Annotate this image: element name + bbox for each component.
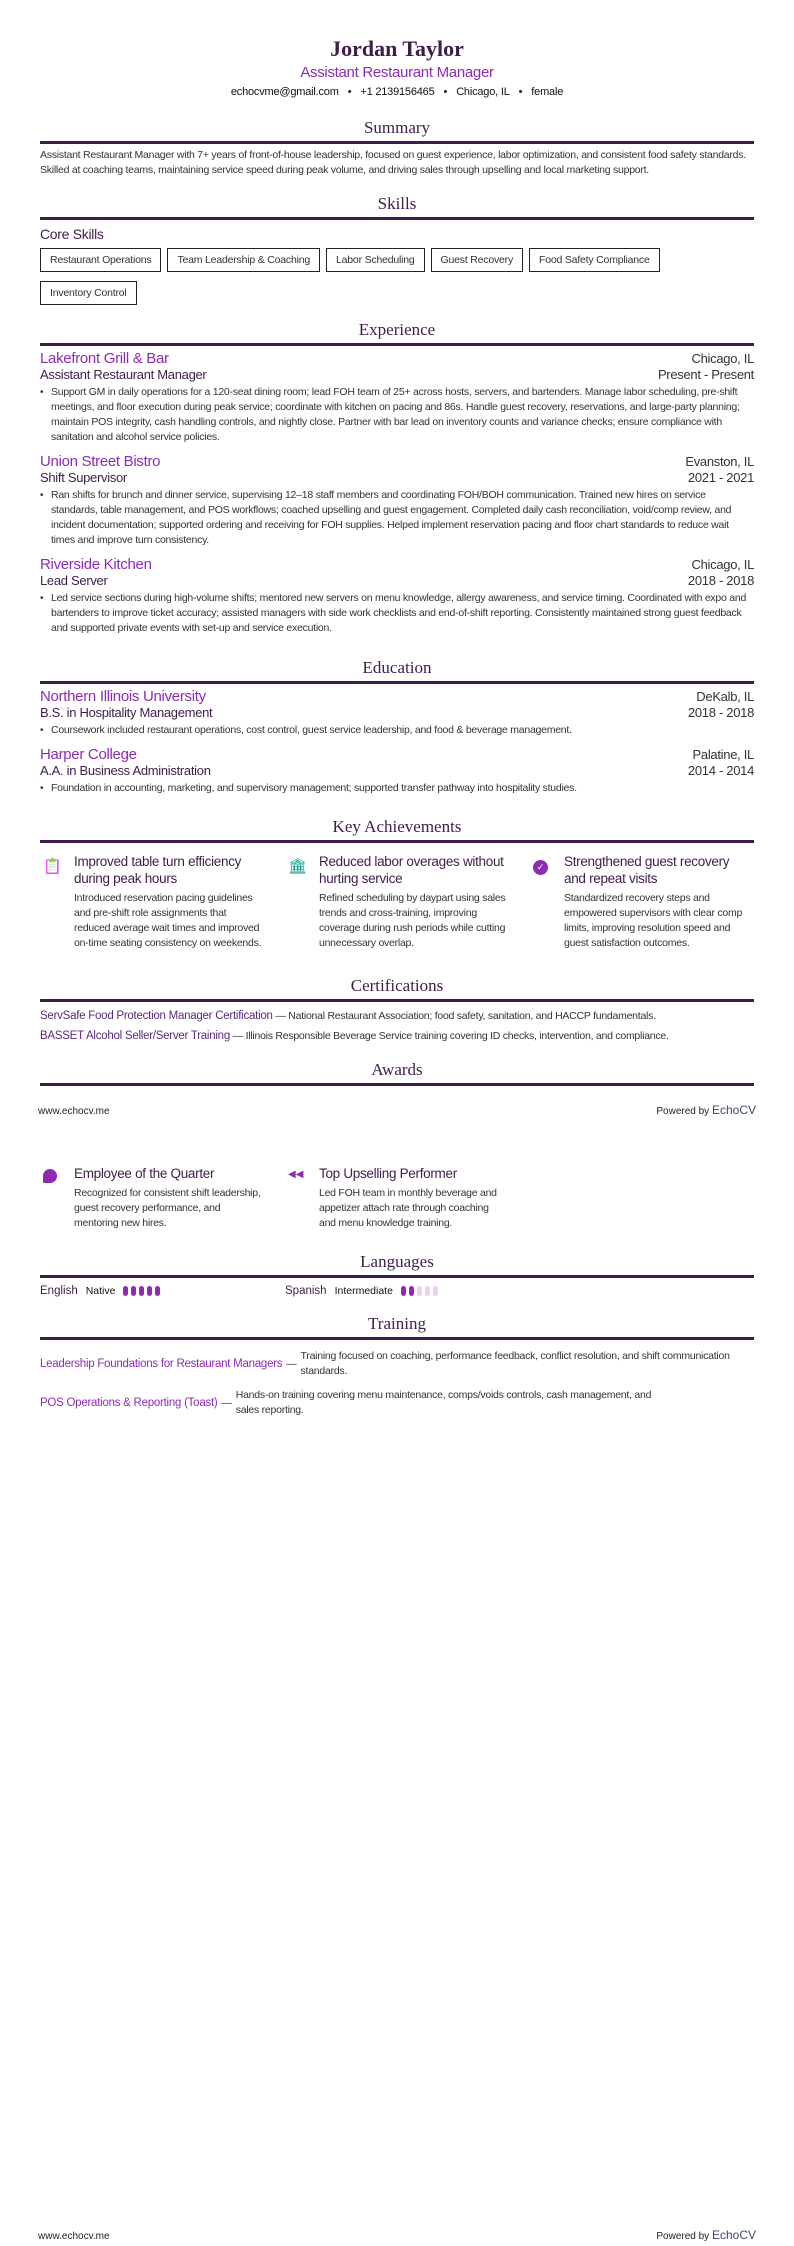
certification-name: ServSafe Food Protection Manager Certification	[40, 1010, 273, 1022]
language-name: English	[40, 1285, 78, 1297]
entry-subtitle: Shift Supervisor	[40, 470, 127, 485]
training-section	[40, 1314, 754, 1418]
card-text: Recognized for consistent shift leadership, guest recovery performance, and mentoring new hires.	[74, 1187, 261, 1229]
certification-desc: National Restaurant Association; food safety, sanitation, and HACCP fundamentals.	[288, 1010, 656, 1022]
organization-name: Union Street Bistro	[40, 453, 161, 470]
achievements-card	[530, 853, 753, 951]
entry-description: Foundation in accounting, marketing, and supervisory management; supported transfer pathway into hospitality studies.	[51, 782, 577, 794]
card-title: Reduced labor overages without hurting service	[319, 854, 504, 886]
entry-description: Support GM in daily operations for a 120-seat dining room; lead FOH team of 25+ across hosts, servers, and bartenders. Manage labor scheduling, pre-shift meetings, and floor execution during peak service; coordinate with kitchen on pacing and 86s. Handle guest recovery, reservations, and large-party planning; maintain POS integrity, cash handling controls, and nightly close. Partner with bar lead on inventory counts and variance checks; ensure compliance with sanitation and alcohol service policies.	[51, 386, 740, 443]
bank-icon: 🏛	[288, 858, 308, 875]
card-title: Employee of the Quarter	[74, 1166, 215, 1181]
organization-name: Lakefront Grill & Bar	[40, 350, 169, 367]
footer-url[interactable]: www.echocv.me	[38, 1106, 110, 1117]
language-level: Native	[85, 1285, 116, 1297]
entry-subtitle: B.S. in Hospitality Management	[40, 705, 213, 720]
proficiency-dot	[155, 1286, 160, 1296]
section-heading: Summary	[40, 118, 754, 144]
training-name: POS Operations & Reporting (Toast)	[40, 1397, 218, 1409]
section-heading: Training	[40, 1314, 754, 1340]
candidate-name: Jordan Taylor	[330, 36, 464, 61]
experience-entry	[40, 350, 754, 445]
section-heading: Languages	[40, 1252, 754, 1278]
languages-section	[40, 1252, 754, 1297]
entry-subtitle: Lead Server	[40, 573, 108, 588]
entry-description: Led service sections during high-volume shifts; mentored new servers on menu knowledge, allergy awareness, and service timing. Coordinated with expo and bartenders to improve ticket accuracy; assisted managers with side work checklists and end-of-shift reporting. Consistently maintained strong guest feedback and supported private events with set-up and service execution.	[51, 592, 747, 634]
entry-description: Ran shifts for brunch and dinner service, supervising 12–18 staff members and coordinating FOH/BOH communication. Trained new hires on service standards, table management, and POS workflows; coached upselling and guest engagement. Completed daily cash reconciliation, void/comp review, and incident documentation; supported ordering and receiving for FOH supplies. Helped implement reservation pacing and floor chart standards to reduce wait times and improve turn consistency.	[51, 489, 732, 546]
check-circle-icon: ✓	[530, 853, 564, 951]
card-title: Top Upselling Performer	[319, 1166, 457, 1181]
training-name: Leadership Foundations for Restaurant Managers	[40, 1358, 283, 1370]
entry-location: DeKalb, IL	[696, 689, 754, 704]
entry-dates: 2014 - 2014	[687, 763, 754, 778]
footer-brand[interactable]: EchoCV	[711, 1103, 756, 1117]
candidate-title: Assistant Restaurant Manager	[300, 64, 494, 81]
certification-item: ServSafe Food Protection Manager Certification — National Restaurant Association; food safety, sanitation, and HACCP fundamentals.	[40, 1010, 656, 1022]
entry-description: Coursework included restaurant operations, cost control, guest service leadership, and food & beverage management.	[51, 724, 572, 736]
entry-dates: Present - Present	[657, 367, 754, 382]
proficiency-dot	[131, 1286, 136, 1296]
bullet-icon: •	[40, 783, 44, 794]
speech-bubble-icon	[40, 1165, 74, 1231]
bullet-icon: •	[40, 490, 44, 501]
proficiency-dot	[123, 1286, 128, 1296]
bullet-icon: •	[40, 387, 44, 398]
education-entry	[40, 746, 754, 796]
page-footer	[38, 1103, 756, 1117]
summary-text: Assistant Restaurant Manager with 7+ years of front-of-house leadership, focused on guest experience, labor optimization, and consistent food safety standards. Skilled at coaching teams, maintaining service speed during peak volume, and driving sales through upselling and local marketing support.	[40, 149, 746, 176]
entry-dates: 2021 - 2021	[687, 470, 754, 485]
skill-chip: Food Safety Compliance	[529, 248, 660, 272]
language-item	[40, 1285, 285, 1297]
training-desc: Hands-on training covering menu maintenance, comps/voids controls, cash management, and sales reporting.	[235, 1389, 652, 1416]
card-text: Led FOH team in monthly beverage and appetizer attach rate through coaching and menu knowledge training.	[319, 1187, 497, 1229]
bullet-icon: •	[40, 725, 44, 736]
skill-chip: Labor Scheduling	[326, 248, 425, 272]
section-heading: Certifications	[40, 976, 754, 1002]
section-heading: Awards	[40, 1060, 754, 1086]
contact-line: echocvme@gmail.com • +1 2139156465 • Chicago, IL • female	[230, 86, 564, 98]
organization-name: Harper College	[40, 746, 137, 763]
card-text: Standardized recovery steps and empowered supervisors with clear comp limits, improving resolution speed and guest satisfaction outcomes.	[564, 892, 743, 949]
proficiency-dot	[401, 1286, 406, 1296]
contact-gender: female	[531, 86, 564, 98]
proficiency-dot	[409, 1286, 414, 1296]
achievements-card	[285, 853, 508, 951]
skills-section	[40, 194, 754, 305]
footer-url[interactable]: www.echocv.me	[38, 2231, 110, 2242]
certification-desc: Illinois Responsible Beverage Service training covering ID checks, intervention, and compliance.	[245, 1030, 669, 1042]
clipboard-check-icon: 📋	[43, 858, 62, 875]
skill-chips	[40, 248, 754, 305]
section-heading: Education	[40, 658, 754, 684]
entry-location: Chicago, IL	[691, 557, 754, 572]
organization-name: Riverside Kitchen	[40, 556, 152, 573]
training-desc: Training focused on coaching, performance feedback, conflict resolution, and shift communication standards.	[300, 1350, 730, 1377]
footer-brand[interactable]: EchoCV	[711, 2228, 756, 2242]
proficiency-dot	[425, 1286, 430, 1296]
skill-chip: Team Leadership & Coaching	[167, 248, 320, 272]
card-text: Introduced reservation pacing guidelines and pre-shift role assignments that reduced average wait times and improved on-time seating consistency on weekends.	[74, 892, 262, 949]
entry-subtitle: A.A. in Business Administration	[40, 763, 211, 778]
awards-card	[285, 1165, 508, 1231]
awards-card	[40, 1165, 263, 1231]
entry-dates: 2018 - 2018	[687, 573, 754, 588]
page-footer-bottom	[38, 2228, 756, 2242]
education-section	[40, 658, 754, 804]
language-level: Intermediate	[334, 1285, 393, 1297]
section-heading: Key Achievements	[40, 817, 754, 843]
achievements-card	[40, 853, 263, 951]
training-item: POS Operations & Reporting (Toast) — Hands-on training covering menu maintenance, comps/voids controls, cash management, and sales reporting.	[40, 1388, 754, 1418]
language-name: Spanish	[285, 1285, 327, 1297]
footer-powered: Powered by	[656, 1106, 710, 1117]
entry-location: Palatine, IL	[692, 747, 754, 762]
bullet-icon: •	[40, 593, 44, 604]
contact-phone[interactable]: +1 2139156465	[360, 86, 435, 98]
proficiency-dot	[147, 1286, 152, 1296]
organization-name: Northern Illinois University	[40, 688, 206, 705]
awards-section	[40, 1060, 754, 1086]
skill-chip: Guest Recovery	[431, 248, 523, 272]
proficiency-dot	[139, 1286, 144, 1296]
certification-item: BASSET Alcohol Seller/Server Training — Illinois Responsible Beverage Service training covering ID checks, intervention, and compliance.	[40, 1030, 669, 1042]
skill-group-title: Core Skills	[40, 226, 104, 242]
experience-section	[40, 320, 754, 644]
experience-entry	[40, 556, 754, 636]
rewind-icon: ◀◀	[288, 1169, 304, 1180]
proficiency-dot	[433, 1286, 438, 1296]
contact-location: Chicago, IL	[456, 86, 510, 98]
proficiency-dot	[417, 1286, 422, 1296]
card-title: Strengthened guest recovery and repeat visits	[564, 854, 730, 886]
training-item: Leadership Foundations for Restaurant Managers — Training focused on coaching, performance feedback, conflict resolution, and shift communication standards.	[40, 1349, 754, 1379]
card-title: Improved table turn efficiency during peak hours	[74, 854, 242, 886]
card-text: Refined scheduling by daypart using sales trends and cross-training, improving coverage during rush periods while cutting unnecessary overlap.	[319, 892, 506, 949]
footer-powered: Powered by	[656, 2231, 710, 2242]
entry-subtitle: Assistant Restaurant Manager	[40, 367, 207, 382]
experience-entry	[40, 453, 754, 548]
achievements-section	[40, 817, 754, 951]
entry-location: Evanston, IL	[685, 454, 754, 469]
contact-email[interactable]: echocvme@gmail.com	[230, 86, 339, 98]
education-entry	[40, 688, 754, 738]
awards-list	[40, 1165, 754, 1231]
header	[40, 36, 754, 98]
summary-section	[40, 118, 754, 178]
entry-dates: 2018 - 2018	[687, 705, 754, 720]
skill-chip: Restaurant Operations	[40, 248, 161, 272]
section-heading: Skills	[40, 194, 754, 220]
certification-name: BASSET Alcohol Seller/Server Training	[40, 1030, 230, 1042]
entry-location: Chicago, IL	[691, 351, 754, 366]
skill-chip: Inventory Control	[40, 281, 137, 305]
language-item	[285, 1285, 585, 1297]
certifications-section	[40, 976, 754, 1042]
section-heading: Experience	[40, 320, 754, 346]
